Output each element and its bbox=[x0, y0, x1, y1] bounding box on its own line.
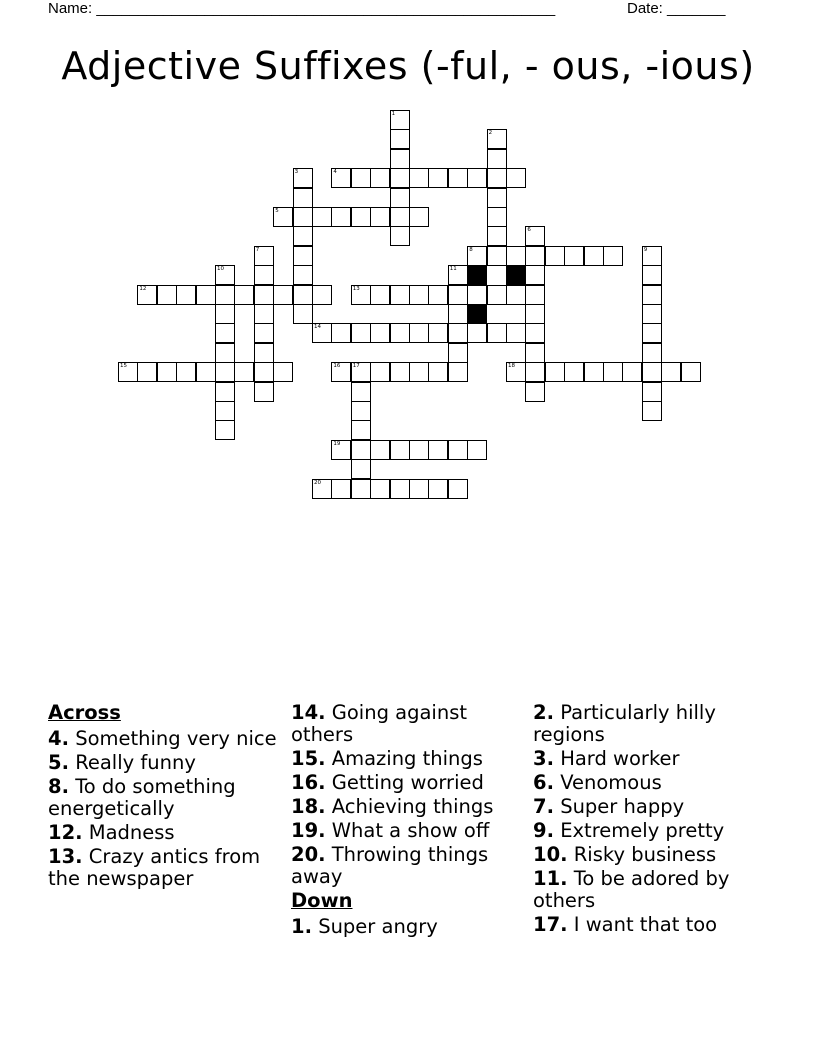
grid-cell[interactable] bbox=[642, 323, 662, 343]
grid-cell[interactable] bbox=[487, 285, 507, 305]
grid-cell[interactable] bbox=[254, 343, 274, 363]
grid-cell[interactable] bbox=[525, 382, 545, 402]
grid-cell[interactable] bbox=[642, 246, 662, 266]
grid-cell-number: 15 bbox=[120, 363, 127, 370]
clue-text: Getting worried bbox=[331, 771, 484, 794]
grid-cell[interactable] bbox=[409, 440, 429, 460]
grid-cell[interactable] bbox=[409, 479, 429, 499]
clue-text: Really funny bbox=[75, 751, 196, 774]
grid-cell[interactable] bbox=[293, 207, 313, 227]
clue-down bbox=[291, 916, 511, 938]
grid-cell[interactable] bbox=[370, 440, 390, 460]
grid-cell[interactable] bbox=[196, 362, 216, 382]
name-field-label: Name: _______________________________________________________ bbox=[48, 0, 556, 17]
clue-number: 15. bbox=[291, 747, 326, 770]
grid-cell[interactable] bbox=[351, 362, 371, 382]
grid-cell[interactable] bbox=[312, 207, 332, 227]
clue-across bbox=[48, 846, 283, 890]
clue-number: 1. bbox=[291, 915, 312, 938]
grid-cell-number: 3 bbox=[294, 169, 299, 176]
grid-cell[interactable] bbox=[293, 304, 313, 324]
clue-number: 12. bbox=[48, 821, 83, 844]
grid-cell[interactable] bbox=[390, 168, 410, 188]
clue-number: 19. bbox=[291, 819, 326, 842]
grid-cell[interactable] bbox=[448, 265, 468, 285]
grid-block-cell bbox=[467, 265, 487, 285]
grid-cell-number: 12 bbox=[139, 285, 147, 292]
grid-cell[interactable] bbox=[525, 304, 545, 324]
grid-cell[interactable] bbox=[622, 362, 642, 382]
grid-cell[interactable] bbox=[390, 188, 410, 208]
grid-cell[interactable] bbox=[448, 168, 468, 188]
clue-across bbox=[48, 752, 283, 774]
clue-text: To do something energetically bbox=[48, 775, 236, 820]
grid-cell[interactable] bbox=[506, 362, 526, 382]
grid-cell[interactable] bbox=[312, 323, 332, 343]
grid-cell-number: 1 bbox=[391, 111, 396, 117]
clue-across bbox=[291, 702, 511, 746]
grid-cell[interactable] bbox=[487, 149, 507, 169]
grid-cell-number: 7 bbox=[255, 246, 260, 253]
grid-cell[interactable] bbox=[215, 382, 235, 402]
grid-cell[interactable] bbox=[293, 188, 313, 208]
grid-cell-number: 11 bbox=[449, 266, 457, 273]
grid-cell[interactable] bbox=[215, 343, 235, 363]
grid-cell[interactable] bbox=[603, 362, 623, 382]
grid-block-cell bbox=[506, 265, 526, 285]
grid-cell[interactable] bbox=[525, 323, 545, 343]
clue-across bbox=[291, 748, 511, 770]
grid-cell[interactable] bbox=[409, 323, 429, 343]
grid-cell[interactable] bbox=[525, 226, 545, 246]
grid-cell[interactable] bbox=[118, 362, 138, 382]
grid-cell[interactable] bbox=[390, 479, 410, 499]
grid-cell-number: 14 bbox=[314, 324, 321, 331]
clue-text: Particularly hilly regions bbox=[533, 701, 716, 746]
clue-text: Achieving things bbox=[331, 795, 494, 818]
grid-cell[interactable] bbox=[467, 168, 487, 188]
grid-cell[interactable] bbox=[390, 323, 410, 343]
grid-cell[interactable] bbox=[525, 265, 545, 285]
grid-cell[interactable] bbox=[448, 304, 468, 324]
grid-cell[interactable] bbox=[293, 285, 313, 305]
grid-cell[interactable] bbox=[254, 362, 274, 382]
clue-number: 6. bbox=[533, 771, 554, 794]
clue-down bbox=[533, 748, 768, 770]
grid-cell[interactable] bbox=[273, 207, 293, 227]
grid-cell[interactable] bbox=[603, 246, 623, 266]
grid-cell[interactable] bbox=[331, 168, 351, 188]
grid-cell[interactable] bbox=[157, 362, 177, 382]
clue-down bbox=[533, 868, 768, 912]
grid-cell[interactable] bbox=[351, 168, 371, 188]
clue-number: 14. bbox=[291, 701, 326, 724]
clue-down bbox=[533, 702, 768, 746]
clue-text: To be adored by others bbox=[533, 867, 730, 912]
grid-cell[interactable] bbox=[370, 207, 390, 227]
grid-cell[interactable] bbox=[215, 401, 235, 421]
clue-column-3 bbox=[533, 702, 768, 938]
grid-cell[interactable] bbox=[390, 129, 410, 149]
grid-cell[interactable] bbox=[390, 207, 410, 227]
grid-cell-number: 16 bbox=[333, 363, 341, 370]
grid-cell[interactable] bbox=[506, 285, 526, 305]
grid-cell-number: 18 bbox=[508, 363, 515, 370]
grid-cell[interactable] bbox=[545, 362, 565, 382]
clue-number: 16. bbox=[291, 771, 326, 794]
grid-cell[interactable] bbox=[215, 323, 235, 343]
grid-cell[interactable] bbox=[254, 285, 274, 305]
grid-cell[interactable] bbox=[234, 362, 254, 382]
grid-cell[interactable] bbox=[661, 362, 681, 382]
grid-cell[interactable] bbox=[351, 440, 371, 460]
clue-text: Super angry bbox=[318, 915, 438, 938]
grid-cell[interactable] bbox=[642, 362, 662, 382]
grid-cell[interactable] bbox=[642, 401, 662, 421]
grid-cell[interactable] bbox=[254, 323, 274, 343]
grid-cell[interactable] bbox=[467, 440, 487, 460]
grid-cell[interactable] bbox=[506, 323, 526, 343]
grid-cell[interactable] bbox=[428, 323, 448, 343]
grid-cell-number: 4 bbox=[333, 169, 337, 176]
clue-number: 8. bbox=[48, 775, 69, 798]
grid-cell[interactable] bbox=[312, 479, 332, 499]
grid-cell[interactable] bbox=[254, 304, 274, 324]
grid-cell[interactable] bbox=[487, 226, 507, 246]
clue-across bbox=[48, 822, 283, 844]
grid-cell[interactable] bbox=[331, 207, 351, 227]
grid-cell[interactable] bbox=[448, 343, 468, 363]
grid-cell[interactable] bbox=[487, 246, 507, 266]
grid-cell[interactable] bbox=[234, 285, 254, 305]
grid-cell[interactable] bbox=[506, 246, 526, 266]
grid-cell[interactable] bbox=[351, 420, 371, 440]
grid-cell[interactable] bbox=[390, 440, 410, 460]
clue-column-1 bbox=[48, 702, 283, 892]
clue-number: 11. bbox=[533, 867, 568, 890]
grid-cell[interactable] bbox=[331, 479, 351, 499]
grid-cell[interactable] bbox=[390, 149, 410, 169]
grid-cell[interactable] bbox=[584, 246, 604, 266]
clue-down bbox=[533, 914, 768, 936]
clue-text: Crazy antics from the newspaper bbox=[48, 845, 261, 890]
grid-cell[interactable] bbox=[390, 110, 410, 130]
clue-across bbox=[291, 796, 511, 818]
grid-cell[interactable] bbox=[467, 246, 487, 266]
grid-cell-number: 8 bbox=[469, 246, 473, 253]
grid-cell[interactable] bbox=[312, 285, 332, 305]
grid-cell-number: 6 bbox=[527, 227, 531, 234]
grid-cell[interactable] bbox=[448, 323, 468, 343]
grid-cell[interactable] bbox=[564, 246, 584, 266]
grid-cell[interactable] bbox=[137, 285, 157, 305]
grid-cell[interactable] bbox=[351, 323, 371, 343]
clue-text: Madness bbox=[88, 821, 175, 844]
grid-cell[interactable] bbox=[293, 226, 313, 246]
grid-cell[interactable] bbox=[448, 440, 468, 460]
grid-cell[interactable] bbox=[642, 382, 662, 402]
grid-cell[interactable] bbox=[215, 265, 235, 285]
grid-cell[interactable] bbox=[254, 265, 274, 285]
clue-text: Venomous bbox=[560, 771, 662, 794]
grid-cell[interactable] bbox=[642, 304, 662, 324]
grid-cell[interactable] bbox=[487, 168, 507, 188]
grid-cell-number: 19 bbox=[333, 440, 341, 447]
grid-cell[interactable] bbox=[584, 362, 604, 382]
clue-number: 9. bbox=[533, 819, 554, 842]
grid-cell[interactable] bbox=[137, 362, 157, 382]
grid-cell-number: 17 bbox=[352, 363, 360, 370]
clue-text: Hard worker bbox=[560, 747, 680, 770]
grid-cell[interactable] bbox=[254, 246, 274, 266]
grid-cell[interactable] bbox=[351, 401, 371, 421]
grid-cell[interactable] bbox=[642, 343, 662, 363]
grid-cell[interactable] bbox=[409, 285, 429, 305]
clue-text: I want that too bbox=[573, 913, 718, 936]
grid-cell[interactable] bbox=[448, 479, 468, 499]
grid-cell[interactable] bbox=[487, 188, 507, 208]
grid-cell[interactable] bbox=[293, 246, 313, 266]
clue-number: 20. bbox=[291, 843, 326, 866]
grid-cell-number: 20 bbox=[314, 479, 321, 486]
down-heading: Down bbox=[291, 889, 353, 912]
grid-cell[interactable] bbox=[525, 343, 545, 363]
grid-cell[interactable] bbox=[196, 285, 216, 305]
clue-text: Super happy bbox=[560, 795, 685, 818]
clue-number: 2. bbox=[533, 701, 554, 724]
grid-cell[interactable] bbox=[331, 440, 351, 460]
grid-cell[interactable] bbox=[331, 323, 351, 343]
grid-cell[interactable] bbox=[293, 265, 313, 285]
grid-cell[interactable] bbox=[215, 420, 235, 440]
grid-cell[interactable] bbox=[215, 362, 235, 382]
grid-cell[interactable] bbox=[390, 362, 410, 382]
grid-cell[interactable] bbox=[428, 440, 448, 460]
clue-column-2 bbox=[291, 702, 511, 940]
crossword-grid bbox=[0, 0, 816, 520]
grid-cell[interactable] bbox=[487, 323, 507, 343]
clue-number: 18. bbox=[291, 795, 326, 818]
grid-cell[interactable] bbox=[487, 129, 507, 149]
grid-cell[interactable] bbox=[428, 362, 448, 382]
grid-cell[interactable] bbox=[390, 285, 410, 305]
grid-cell[interactable] bbox=[525, 285, 545, 305]
grid-cell[interactable] bbox=[215, 285, 235, 305]
grid-cell[interactable] bbox=[448, 285, 468, 305]
grid-cell[interactable] bbox=[331, 362, 351, 382]
clue-text: Going against others bbox=[291, 701, 468, 746]
grid-cell[interactable] bbox=[293, 168, 313, 188]
grid-cell[interactable] bbox=[370, 323, 390, 343]
grid-cell[interactable] bbox=[428, 168, 448, 188]
grid-cell[interactable] bbox=[351, 382, 371, 402]
grid-cell[interactable] bbox=[351, 479, 371, 499]
clue-across bbox=[291, 772, 511, 794]
grid-cell[interactable] bbox=[351, 285, 371, 305]
grid-cell[interactable] bbox=[157, 285, 177, 305]
clue-number: 3. bbox=[533, 747, 554, 770]
across-heading: Across bbox=[48, 701, 121, 724]
grid-cell[interactable] bbox=[273, 285, 293, 305]
grid-cell[interactable] bbox=[487, 207, 507, 227]
clue-across bbox=[48, 728, 283, 750]
grid-cell[interactable] bbox=[351, 459, 371, 479]
grid-cell[interactable] bbox=[467, 323, 487, 343]
page-title: Adjective Suffixes (-ful, - ous, -ious) bbox=[61, 44, 755, 88]
clue-across bbox=[291, 820, 511, 842]
grid-cell[interactable] bbox=[545, 246, 565, 266]
grid-cell[interactable] bbox=[351, 207, 371, 227]
grid-cell-number: 10 bbox=[217, 266, 224, 273]
grid-cell[interactable] bbox=[370, 285, 390, 305]
grid-cell-number: 9 bbox=[643, 246, 648, 253]
clue-down bbox=[533, 796, 768, 818]
grid-cell[interactable] bbox=[506, 168, 526, 188]
clue-down bbox=[533, 820, 768, 842]
grid-cell[interactable] bbox=[448, 362, 468, 382]
clue-text: Extremely pretty bbox=[560, 819, 725, 842]
grid-cell[interactable] bbox=[564, 362, 584, 382]
grid-cell[interactable] bbox=[370, 168, 390, 188]
grid-cell[interactable] bbox=[467, 285, 487, 305]
grid-cell[interactable] bbox=[273, 362, 293, 382]
grid-cell[interactable] bbox=[525, 246, 545, 266]
grid-cell[interactable] bbox=[525, 362, 545, 382]
clue-number: 4. bbox=[48, 727, 69, 750]
grid-cell[interactable] bbox=[409, 168, 429, 188]
grid-cell[interactable] bbox=[642, 265, 662, 285]
clue-number: 5. bbox=[48, 751, 69, 774]
grid-cell-number: 13 bbox=[352, 285, 360, 292]
grid-cell[interactable] bbox=[370, 362, 390, 382]
grid-cell[interactable] bbox=[428, 285, 448, 305]
clue-number: 10. bbox=[533, 843, 568, 866]
grid-block-cell bbox=[467, 304, 487, 324]
clue-down bbox=[533, 844, 768, 866]
grid-cell[interactable] bbox=[176, 362, 196, 382]
clue-text: What a show off bbox=[331, 819, 490, 842]
clue-across bbox=[48, 776, 283, 820]
clue-text: Something very nice bbox=[75, 727, 277, 750]
clue-number: 7. bbox=[533, 795, 554, 818]
grid-cell[interactable] bbox=[409, 207, 429, 227]
clue-number: 17. bbox=[533, 913, 568, 936]
clue-down bbox=[533, 772, 768, 794]
grid-cell[interactable] bbox=[428, 479, 448, 499]
grid-cell[interactable] bbox=[409, 362, 429, 382]
clue-text: Risky business bbox=[573, 843, 717, 866]
grid-cell[interactable] bbox=[254, 382, 274, 402]
clue-text: Amazing things bbox=[331, 747, 483, 770]
grid-cell[interactable] bbox=[681, 362, 701, 382]
clue-across bbox=[291, 844, 511, 888]
grid-cell[interactable] bbox=[370, 479, 390, 499]
clue-number: 13. bbox=[48, 845, 83, 868]
clue-text: Throwing things away bbox=[291, 843, 489, 888]
grid-cell-number: 2 bbox=[488, 130, 493, 137]
grid-cell-number: 5 bbox=[275, 208, 279, 214]
grid-cell[interactable] bbox=[215, 304, 235, 324]
grid-cell[interactable] bbox=[642, 285, 662, 305]
date-field-label: Date: _______ bbox=[627, 0, 726, 17]
grid-cell[interactable] bbox=[390, 226, 410, 246]
grid-cell[interactable] bbox=[176, 285, 196, 305]
